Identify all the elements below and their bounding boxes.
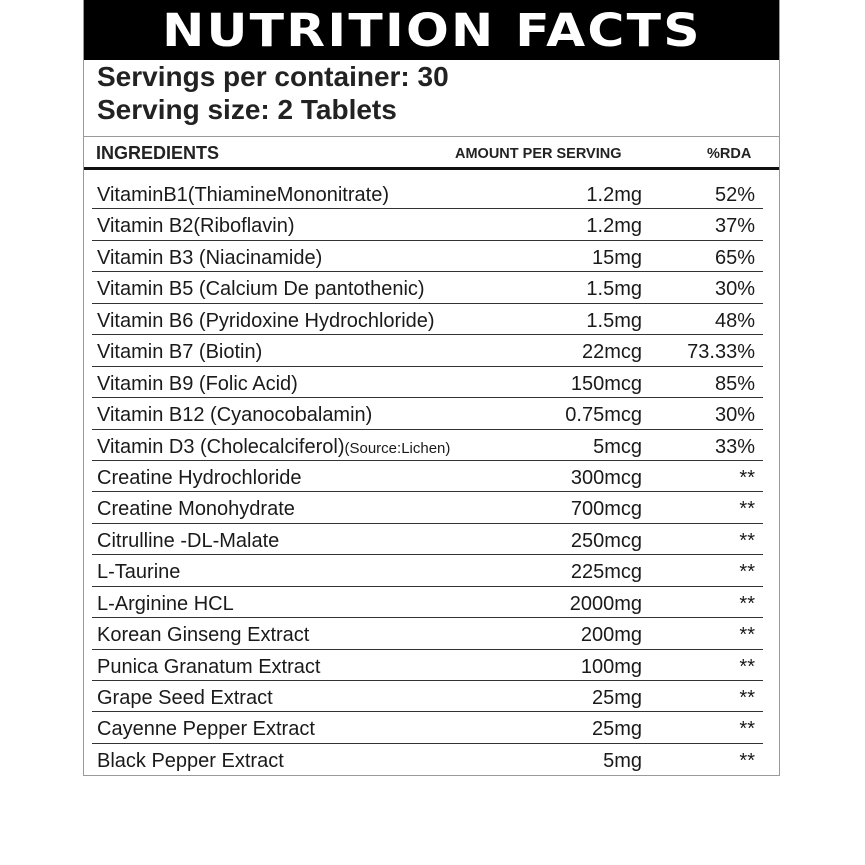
ingredient-name-text: Vitamin B2(Riboflavin) [97,215,295,238]
ingredient-rda: ** [739,592,755,615]
ingredient-name-text: Creatine Monohydrate [97,498,295,521]
ingredient-name [97,372,298,396]
table-row [84,744,779,775]
table-row [84,241,779,272]
ingredient-name [97,686,273,710]
ingredient-rda: ** [739,687,755,709]
table-row [84,492,779,523]
ingredient-amount: 25mg [591,687,642,709]
table-row [84,650,779,681]
ingredient-name-text: Vitamin B5 (Calcium De pantothenic) [97,278,425,301]
ingredient-amount: 2000mg [569,592,642,615]
ingredient-name [97,497,295,521]
table-row [84,524,779,555]
ingredient-name [97,623,309,647]
column-header-row [84,136,779,170]
ingredient-rda: 37% [714,215,755,238]
ingredient-rda: ** [739,498,755,521]
ingredient-name-text: L-Taurine [97,561,181,584]
ingredient-rda: 30% [714,404,755,427]
rda-header: %RDA [707,146,752,162]
ingredient-rda: ** [739,655,755,678]
ingredient-amount: 1.2mg [586,215,642,238]
table-row [84,304,779,335]
ingredient-name-text: Cayenne Pepper Extract [97,718,315,741]
ingredient-amount: 200mg [580,624,642,647]
ingredient-rda: ** [739,624,755,647]
ingredient-amount: 22mcg [581,341,642,364]
ingredient-rda: ** [739,466,755,489]
table-row [84,335,779,366]
ingredient-rda: 85% [714,372,755,395]
table-row [84,555,779,586]
ingredient-name [97,214,295,238]
table-row [84,209,779,240]
table-row [84,618,779,649]
ingredient-rda: ** [739,561,755,584]
ingredient-rda: 65% [714,246,755,269]
ingredient-amount: 5mg [603,749,642,772]
ingredient-amount: 250mcg [570,529,642,552]
ingredient-name-text: L-Arginine HCL [97,592,234,615]
table-row [84,178,779,209]
serving-size: Serving size: 2 Tablets [97,94,397,125]
ingredient-name [97,183,389,207]
table-row [84,712,779,743]
ingredient-rda: ** [739,749,755,772]
table-row [84,681,779,712]
ingredient-name [97,717,315,741]
ingredient-name-text: Black Pepper Extract [97,749,284,772]
ingredient-name [97,749,284,773]
ingredient-amount: 300mcg [570,466,642,489]
table-row [84,272,779,303]
ingredient-source-note: (Source:Lichen) [344,439,451,457]
ingredient-list [84,178,779,775]
ingredient-name [97,309,435,333]
ingredient-name-text: Vitamin B6 (Pyridoxine Hydrochloride) [97,309,435,332]
ingredient-amount: 1.5mg [586,309,642,332]
ingredient-amount: 100mg [580,655,642,678]
title-bar [84,0,779,60]
label-title: NUTRITION FACTS [161,4,702,57]
ingredient-name-text: Vitamin D3 (Cholecalciferol) [97,435,345,458]
ingredient-name-text: Vitamin B12 (Cyanocobalamin) [97,404,373,427]
ingredient-amount: 0.75mcg [565,404,642,427]
ingredient-name [97,277,425,301]
ingredient-amount: 25mg [591,718,642,741]
ingredient-rda: 48% [714,309,755,332]
ingredient-amount: 15mg [591,246,642,269]
ingredient-rda: ** [739,529,755,552]
table-row [84,461,779,492]
ingredient-rda: 33% [714,435,755,458]
ingredient-name-text: Vitamin B7 (Biotin) [97,341,263,364]
servings-per-container: Servings per container: 30 [97,61,449,92]
ingredient-rda: 73.33% [687,341,755,364]
ingredient-rda: ** [739,718,755,741]
ingredient-name-text: Korean Ginseng Extract [97,624,310,647]
ingredient-amount: 1.5mg [586,278,642,301]
ingredient-name-text: VitaminB1(ThiamineMononitrate) [97,184,389,206]
ingredient-name-text: Grape Seed Extract [97,687,273,709]
ingredient-rda: 52% [714,184,755,206]
table-row [84,430,779,461]
ingredient-name-text: Citrulline -DL-Malate [97,529,280,552]
ingredient-name [97,655,320,679]
ingredient-name-text: Creatine Hydrochloride [97,466,302,489]
ingredient-name [97,466,302,490]
ingredient-name [97,435,450,461]
ingredient-amount: 700mcg [570,498,642,521]
ingredient-amount: 1.2mg [586,184,642,206]
ingredient-name [97,246,322,270]
table-row [84,398,779,429]
ingredient-name [97,560,180,584]
ingredient-amount: 150mcg [570,372,642,395]
ingredient-name [97,529,279,553]
ingredient-name-text: Vitamin B9 (Folic Acid) [97,372,298,395]
table-row [84,587,779,618]
ingredients-header: INGREDIENTS [96,143,220,163]
ingredient-name [97,340,262,364]
ingredient-rda: 30% [714,278,755,301]
ingredient-amount: 5mcg [593,435,642,458]
ingredient-name-text: Punica Granatum Extract [97,655,321,678]
ingredient-amount: 225mcg [570,561,642,584]
ingredient-name [97,592,234,616]
ingredient-name [97,403,372,427]
amount-header: AMOUNT PER SERVING [455,146,622,162]
nutrition-facts-label [83,0,780,776]
ingredient-name-text: Vitamin B3 (Niacinamide) [97,246,323,269]
table-row [84,367,779,398]
